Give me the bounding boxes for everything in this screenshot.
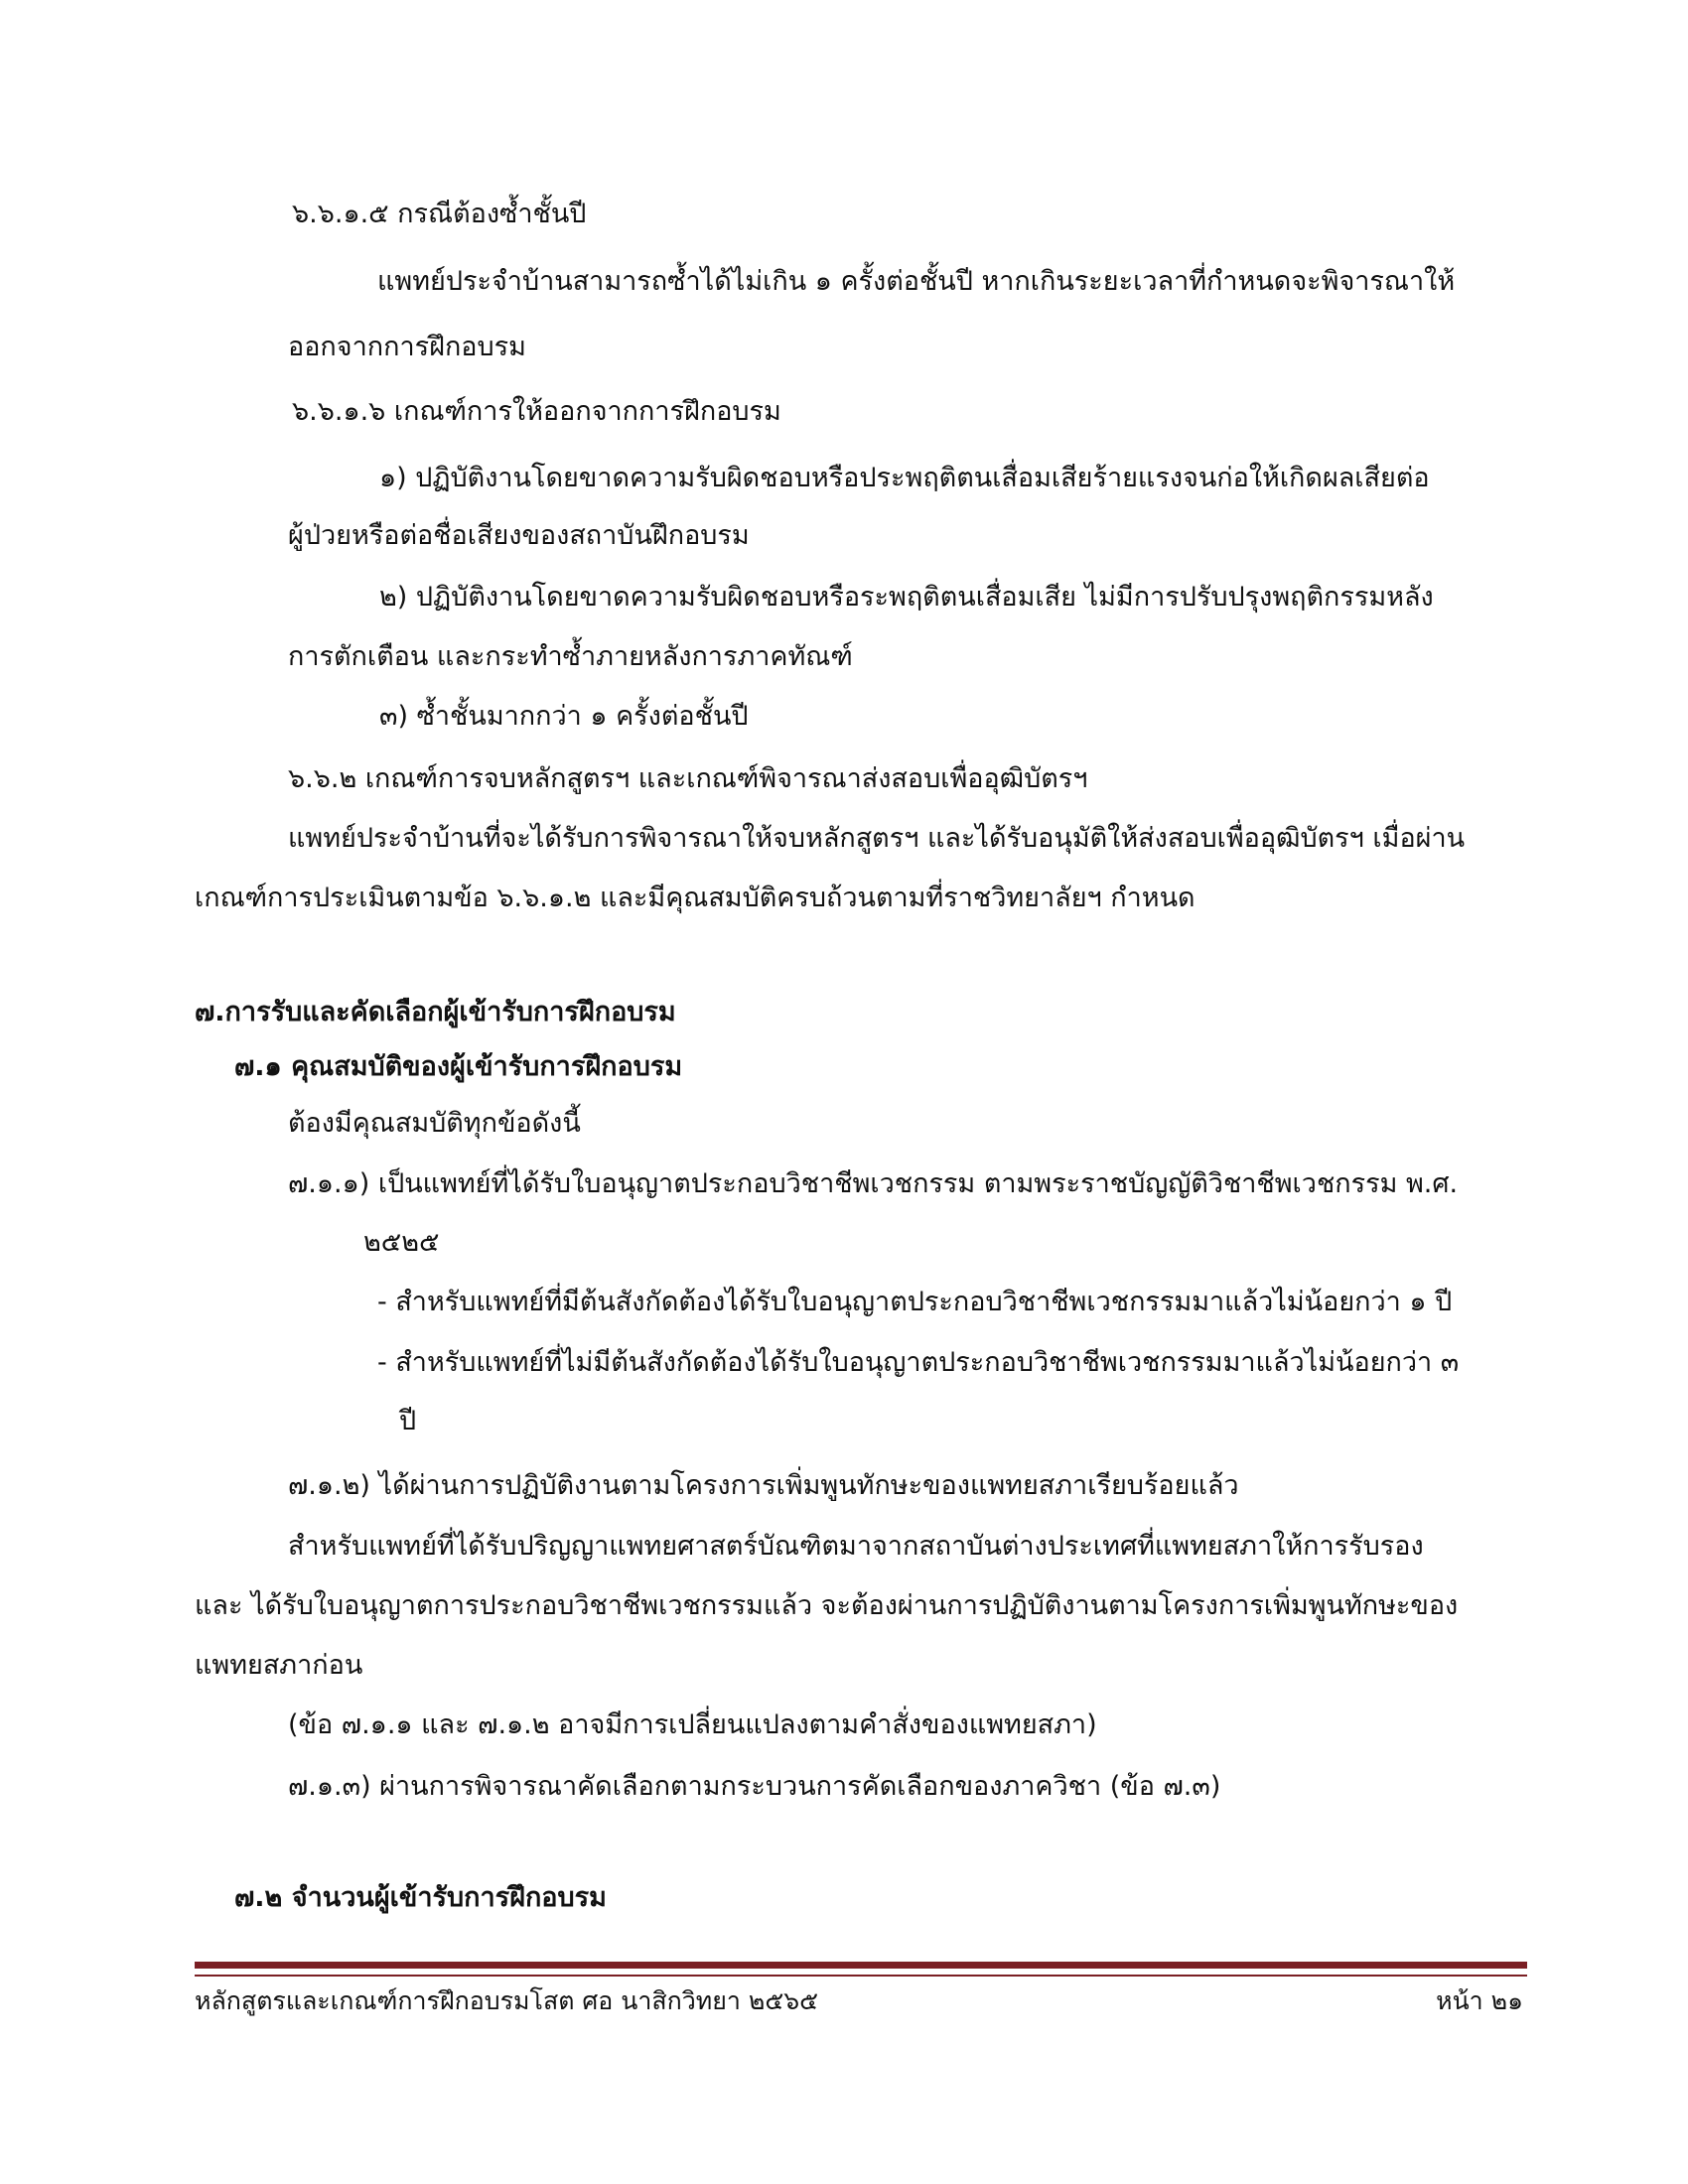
paragraph-line: ๒๕๒๕	[363, 1227, 440, 1258]
list-item: ๗.๑.๑) เป็นแพทย์ที่ได้รับใบอนุญาตประกอบวิชาชีพเวชกรรม ตามพระราชบัญญัติวิชาชีพเวชกรรม พ.ศ.	[288, 1168, 1459, 1199]
page-number: หน้า ๒๑	[1436, 1986, 1523, 2015]
section-7-heading: ๗.การรับและคัดเลือกผู้เข้ารับการฝึกอบรม	[195, 997, 676, 1027]
list-item: ๑) ปฏิบัติงานโดยขาดความรับผิดชอบหรือประพฤติตนเสื่อมเสียร้ายแรงจนก่อให้เกิดผลเสียต่อ	[379, 463, 1430, 493]
paragraph-line: เกณฑ์การประเมินตามข้อ ๖.๖.๑.๒ และมีคุณสมบัติครบถ้วนตามที่ราชวิทยาลัยฯ กำหนด	[195, 883, 1196, 913]
list-item: ๗.๑.๒) ได้ผ่านการปฏิบัติงานตามโครงการเพิ่มพูนทักษะของแพทยสภาเรียบร้อยแล้ว	[288, 1470, 1239, 1501]
list-item: ๒) ปฏิบัติงานโดยขาดความรับผิดชอบหรือระพฤติตนเสื่อมเสีย ไม่มีการปรับปรุงพฤติกรรมหลัง	[379, 582, 1434, 613]
paragraph-line: แพทยสภาก่อน	[195, 1650, 363, 1681]
list-item: ๓) ซ้ำชั้นมากกว่า ๑ ครั้งต่อชั้นปี	[379, 701, 749, 732]
section-6-6-1-6-heading: ๖.๖.๑.๖ เกณฑ์การให้ออกจากการฝึกอบรม	[292, 396, 781, 427]
section-7-2-heading: ๗.๒ จำนวนผู้เข้ารับการฝึกอบรม	[234, 1882, 607, 1913]
paragraph-line: แพทย์ประจำบ้านที่จะได้รับการพิจารณาให้จบหลักสูตรฯ และได้รับอนุมัติให้ส่งสอบเพื่ออุฒิบัตรฯ เมื่อผ่าน	[288, 823, 1466, 854]
paragraph-line: ต้องมีคุณสมบัติทุกข้อดังนี้	[288, 1108, 581, 1139]
section-7-1-heading: ๗.๑ คุณสมบัติของผู้เข้ารับการฝึกอบรม	[234, 1051, 683, 1082]
paragraph-line: การตักเตือน และกระทำซ้ำภายหลังการภาคทัณฑ์	[288, 641, 853, 672]
paragraph-line: ปี	[399, 1406, 417, 1436]
paragraph-line: ผู้ป่วยหรือต่อชื่อเสียงของสถาบันฝึกอบรม	[288, 520, 750, 551]
bullet-item: - สำหรับแพทย์ที่มีต้นสังกัดต้องได้รับใบอนุญาตประกอบวิชาชีพเวชกรรมมาแล้วไม่น้อยกว่า ๑ ปี	[377, 1287, 1453, 1317]
paragraph-line: ออกจากการฝึกอบรม	[288, 332, 526, 362]
section-6-6-2-heading: ๖.๖.๒ เกณฑ์การจบหลักสูตรฯ และเกณฑ์พิจารณาส่งสอบเพื่ออุฒิบัตรฯ	[288, 763, 1088, 794]
section-6-6-1-5-heading: ๖.๖.๑.๕ กรณีต้องซ้ำชั้นปี	[292, 199, 587, 229]
footer-divider-thin	[195, 1975, 1527, 1977]
paragraph-line: สำหรับแพทย์ที่ได้รับปริญญาแพทยศาสตร์บัณฑิตมาจากสถาบันต่างประเทศที่แพทยสภาให้การรับรอง	[288, 1531, 1424, 1562]
paragraph-line: แพทย์ประจำบ้านสามารถซ้ำได้ไม่เกิน ๑ ครั้งต่อชั้นปี หากเกินระยะเวลาที่กำหนดจะพิจารณาให้	[377, 266, 1456, 297]
footer-divider	[195, 1962, 1527, 1969]
paragraph-line: (ข้อ ๗.๑.๑ และ ๗.๑.๒ อาจมีการเปลี่ยนแปลงตามคำสั่งของแพทยสภา)	[288, 1709, 1097, 1740]
footer-title: หลักสูตรและเกณฑ์การฝึกอบรมโสต ศอ นาสิกวิทยา ๒๕๖๕	[195, 1986, 819, 2015]
list-item: ๗.๑.๓) ผ่านการพิจารณาคัดเลือกตามกระบวนการคัดเลือกของภาควิชา (ข้อ ๗.๓)	[288, 1771, 1221, 1802]
paragraph-line: และ ได้รับใบอนุญาตการประกอบวิชาชีพเวชกรรมแล้ว จะต้องผ่านการปฏิบัติงานตามโครงการเพิ่มพูนทักษะของ	[195, 1590, 1459, 1621]
bullet-item: - สำหรับแพทย์ที่ไม่มีต้นสังกัดต้องได้รับใบอนุญาตประกอบวิชาชีพเวชกรรมมาแล้วไม่น้อยกว่า ๓	[377, 1347, 1460, 1378]
